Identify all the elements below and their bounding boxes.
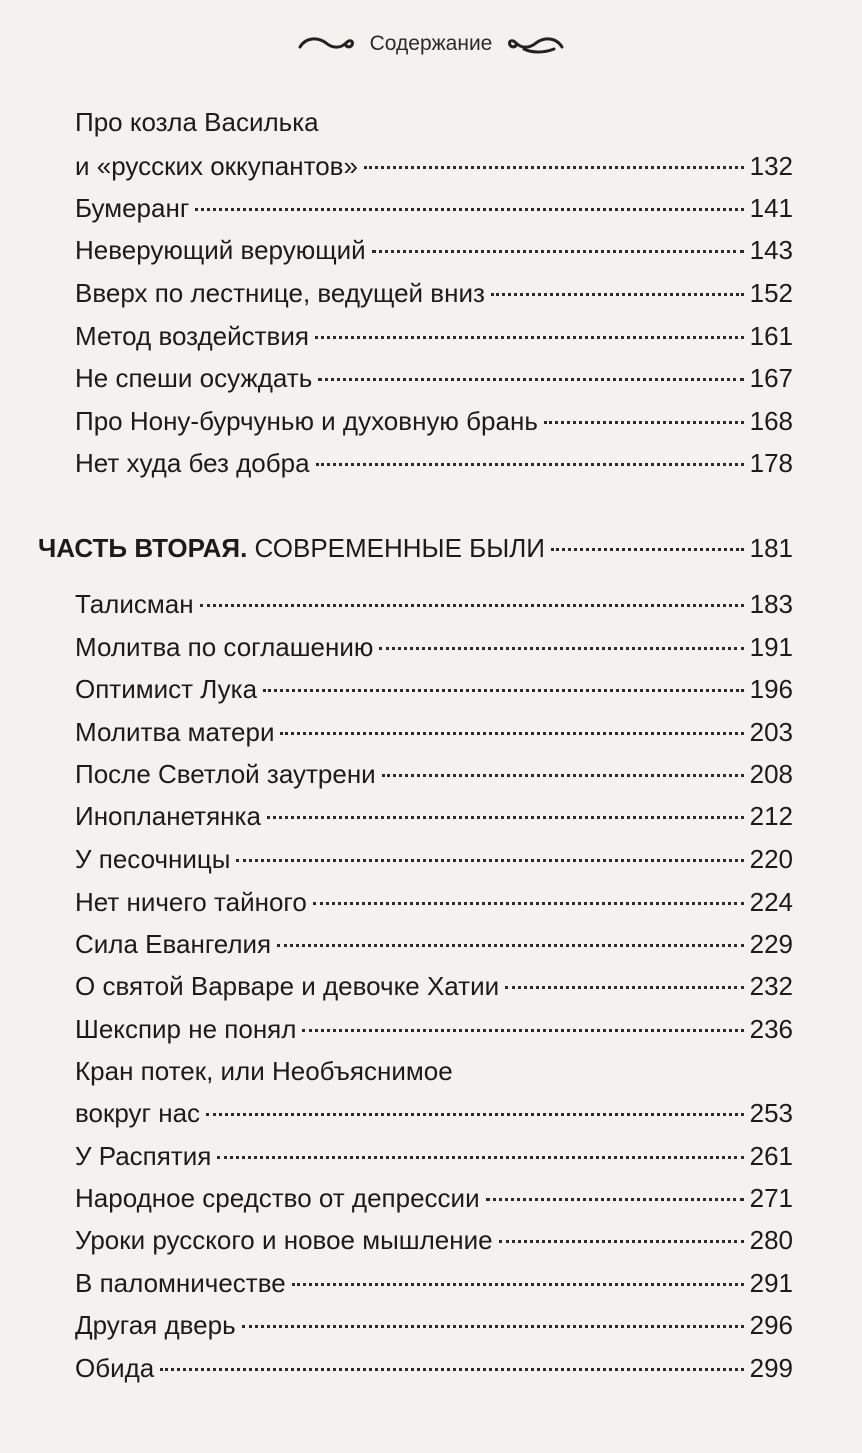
dot-leader: [280, 732, 743, 735]
toc-entry-page: 167: [749, 363, 793, 393]
dot-leader: [491, 293, 744, 296]
toc-entry: [75, 1097, 793, 1129]
toc-entry-title: Шекспир не понял: [75, 1014, 297, 1044]
toc-entry-title: Нет ничего тайного: [75, 887, 307, 917]
part-label: ЧАСТЬ ВТОРАЯ.: [38, 533, 248, 563]
part-title: СОВРЕМЕННЫЕ БЫЛИ: [254, 533, 545, 563]
toc-entry-title: Молитва матери: [75, 717, 275, 747]
dot-leader: [364, 166, 744, 169]
toc-entry: [75, 1182, 793, 1214]
toc-entry: [75, 588, 793, 620]
toc-entry-title: Не спеши осуждать: [75, 363, 313, 393]
toc-entry-title: Метод воздействия: [75, 321, 309, 351]
swirl-ornament-icon: [504, 33, 566, 55]
toc-entry-title: Нет худа без добра: [75, 448, 310, 478]
dot-leader: [160, 1368, 743, 1371]
toc-entry-title: Обида: [75, 1353, 155, 1383]
dot-leader: [505, 986, 743, 989]
dot-leader: [263, 689, 744, 692]
toc-entry-page: 132: [749, 151, 793, 181]
toc-entry-page: 220: [749, 844, 793, 874]
dot-leader: [318, 378, 743, 381]
dot-leader: [206, 1113, 744, 1116]
toc-entry: [75, 234, 793, 266]
toc-entry-page: 212: [749, 801, 793, 831]
toc-entry: [75, 928, 793, 960]
page-header: [0, 32, 862, 56]
dot-leader: [315, 336, 744, 339]
toc-entry: [75, 758, 793, 790]
toc-entry: [75, 447, 793, 479]
toc-entry: [75, 970, 793, 1002]
toc-entry-title: В паломничестве: [75, 1268, 286, 1298]
toc-entry-title: Талисман: [75, 589, 194, 619]
toc-entry-page: 203: [749, 717, 793, 747]
dot-leader: [544, 421, 744, 424]
toc-entry-title: Сила Евангелия: [75, 929, 272, 959]
dot-leader: [372, 250, 744, 253]
swirl-ornament-icon: [296, 33, 358, 55]
dot-leader: [217, 1156, 743, 1159]
dot-leader: [313, 902, 744, 905]
dot-leader: [292, 1283, 744, 1286]
toc-entry-title: вокруг нас: [75, 1098, 201, 1128]
toc-entry-page: 236: [749, 1014, 793, 1044]
dot-leader: [200, 604, 744, 607]
toc-entry-title: и «русских оккупантов»: [75, 151, 358, 181]
dot-leader: [486, 1198, 744, 1201]
dot-leader: [242, 1325, 744, 1328]
toc-entry: [75, 886, 793, 918]
toc-entry-page: 291: [749, 1268, 793, 1298]
part-page: 181: [749, 533, 793, 563]
toc-entry: [75, 1140, 793, 1172]
toc-entry-page: 253: [749, 1098, 793, 1128]
toc-entry-page: 183: [749, 589, 793, 619]
toc-entry: [75, 631, 793, 663]
toc-entry-page: 296: [749, 1310, 793, 1340]
toc-entry-page: 224: [749, 887, 793, 917]
toc-entry: [75, 843, 793, 875]
toc-entry-page: 191: [749, 632, 793, 662]
dot-leader: [499, 1240, 744, 1243]
toc-entry-page: 232: [749, 971, 793, 1001]
toc-entry-title: Неверующий верующий: [75, 235, 366, 265]
toc-entry-title: Народное средство от депрессии: [75, 1183, 480, 1213]
toc-entry: [75, 673, 793, 705]
toc-entry-page: 261: [749, 1141, 793, 1171]
toc-entry-page: 152: [749, 278, 793, 308]
toc-entry: [75, 716, 793, 748]
toc-entry: [75, 150, 793, 182]
toc-entry-title: Другая дверь: [75, 1310, 236, 1340]
toc-entry: [75, 1267, 793, 1299]
dot-leader: [316, 463, 744, 466]
toc-entry-page: 271: [749, 1183, 793, 1213]
toc-entry: [75, 405, 793, 437]
toc-entry-page: 141: [749, 193, 793, 223]
toc-entry-title: Вверх по лестнице, ведущей вниз: [75, 278, 485, 308]
toc-entry-title: У Распятия: [75, 1141, 212, 1171]
toc-entry: [75, 1013, 793, 1045]
toc-entry: [75, 1224, 793, 1256]
toc-entry-title: После Светлой заутрени: [75, 759, 376, 789]
dot-leader: [379, 647, 743, 650]
dot-leader: [236, 859, 743, 862]
part-heading: [38, 532, 793, 564]
toc-entry-page: 161: [749, 321, 793, 351]
header-title: Содержание: [369, 32, 493, 55]
toc-entry: [75, 1309, 793, 1341]
dot-leader: [302, 1029, 743, 1032]
toc-entry-page: 178: [749, 448, 793, 478]
toc-entry-title-line1: Кран потек, или Необъяснимое: [75, 1056, 453, 1086]
toc-entry-title: О святой Варваре и девочке Хатии: [75, 971, 500, 1001]
toc-entry-page: 143: [749, 235, 793, 265]
toc-entry-title: Уроки русского и новое мышление: [75, 1225, 493, 1255]
toc-entry-page: 196: [749, 674, 793, 704]
dot-leader: [277, 944, 743, 947]
toc-entry-title: Бумеранг: [75, 193, 190, 223]
toc-entry-page: 208: [749, 759, 793, 789]
toc-entry: [75, 192, 793, 224]
toc-entry-page: 299: [749, 1353, 793, 1383]
dot-leader: [267, 816, 744, 819]
toc-entry: [75, 320, 793, 352]
toc-entry-title: Инопланетянка: [75, 801, 261, 831]
toc-entry: [75, 1352, 793, 1384]
toc-entry-page: 168: [749, 406, 793, 436]
toc-entry: [75, 362, 793, 394]
toc-entry-title: У песочницы: [75, 844, 231, 874]
toc-entry-title: Молитва по соглашению: [75, 632, 374, 662]
toc-entry-title: Оптимист Лука: [75, 674, 258, 704]
toc-entry: [75, 800, 793, 832]
toc-entry: [75, 277, 793, 309]
dot-leader: [551, 548, 744, 551]
toc-entry-title: Про Нону-бурчунью и духовную брань: [75, 406, 538, 436]
toc-entry-page: 280: [749, 1225, 793, 1255]
toc-entry-title-line1: Про козла Василька: [75, 107, 319, 137]
dot-leader: [195, 208, 743, 211]
dot-leader: [382, 774, 744, 777]
toc-entry-page: 229: [749, 929, 793, 959]
